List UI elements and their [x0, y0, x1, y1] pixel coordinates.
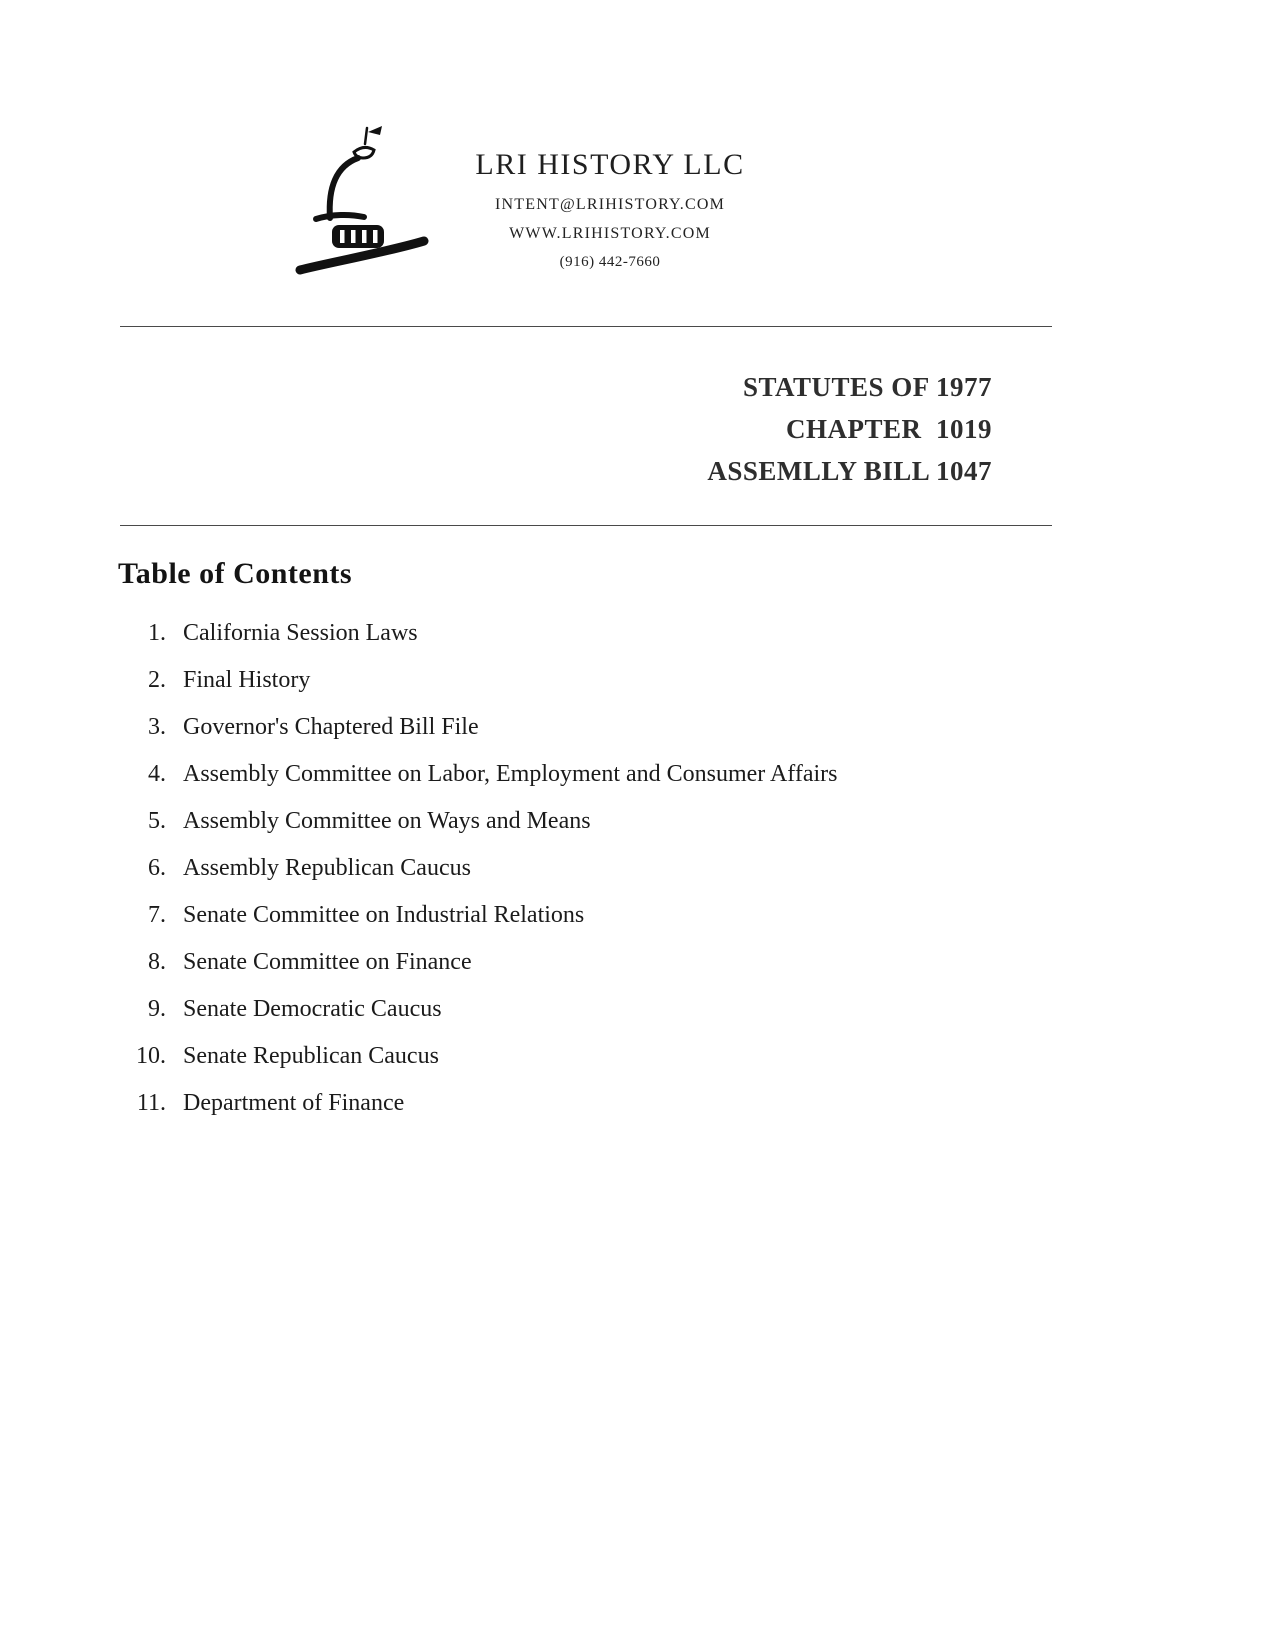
toc-item-number: 7.	[148, 902, 166, 928]
toc-item-number: 5.	[148, 808, 166, 834]
toc-item-label: Assembly Committee on Labor, Employment and Consumer Affairs	[183, 761, 838, 787]
document-title-block	[420, 366, 992, 492]
toc-item	[118, 667, 1078, 714]
toc-item-label: Assembly Committee on Ways and Means	[183, 808, 591, 834]
toc-item	[118, 1090, 1078, 1137]
divider-bottom	[120, 525, 1052, 526]
toc-item-label: Senate Republican Caucus	[183, 1043, 439, 1069]
toc-item	[118, 620, 1078, 667]
capitol-dome-logo	[292, 122, 442, 287]
toc-item-number: 9.	[148, 996, 166, 1022]
toc-list	[118, 620, 1078, 1137]
toc-item	[118, 949, 1078, 996]
assembly-bill-line: ASSEMLLY BILL 1047	[707, 456, 992, 486]
toc-item	[118, 855, 1078, 902]
toc-item	[118, 996, 1078, 1043]
toc-item-label: Department of Finance	[183, 1090, 405, 1116]
toc-item-label: Senate Committee on Finance	[183, 949, 472, 975]
company-name: LRI HISTORY LLC	[475, 148, 745, 181]
toc-item-label: California Session Laws	[183, 620, 418, 646]
toc-heading: Table of Contents	[118, 557, 353, 590]
toc-item-number: 2.	[148, 667, 166, 693]
toc-item-label: Governor's Chaptered Bill File	[183, 714, 479, 740]
toc-item	[118, 714, 1078, 761]
company-website: WWW.LRIHISTORY.COM	[509, 225, 711, 242]
toc-item-label: Senate Committee on Industrial Relations	[183, 902, 585, 928]
statutes-line: STATUTES OF 1977	[742, 372, 992, 402]
divider-top	[120, 326, 1052, 327]
toc-item-number: 1.	[148, 620, 166, 646]
company-email: INTENT@LRIHISTORY.COM	[494, 196, 726, 213]
toc-item	[118, 902, 1078, 949]
letterhead	[440, 148, 780, 271]
toc-item-number: 6.	[148, 855, 166, 881]
toc-item-number: 4.	[148, 761, 166, 787]
toc-item-number: 10.	[136, 1043, 166, 1069]
chapter-line: CHAPTER 1019	[785, 414, 992, 444]
company-phone: (916) 442-7660	[559, 254, 661, 270]
toc-item-label: Final History	[183, 667, 311, 693]
toc-item-label: Senate Democratic Caucus	[183, 996, 442, 1022]
toc-item-number: 11.	[136, 1090, 166, 1116]
toc-item-label: Assembly Republican Caucus	[183, 855, 471, 881]
toc-item	[118, 761, 1078, 808]
toc-item-number: 8.	[148, 949, 166, 975]
toc-item	[118, 1043, 1078, 1090]
toc-item	[118, 808, 1078, 855]
capitol-dome-icon	[292, 122, 442, 287]
toc-item-number: 3.	[148, 714, 166, 740]
